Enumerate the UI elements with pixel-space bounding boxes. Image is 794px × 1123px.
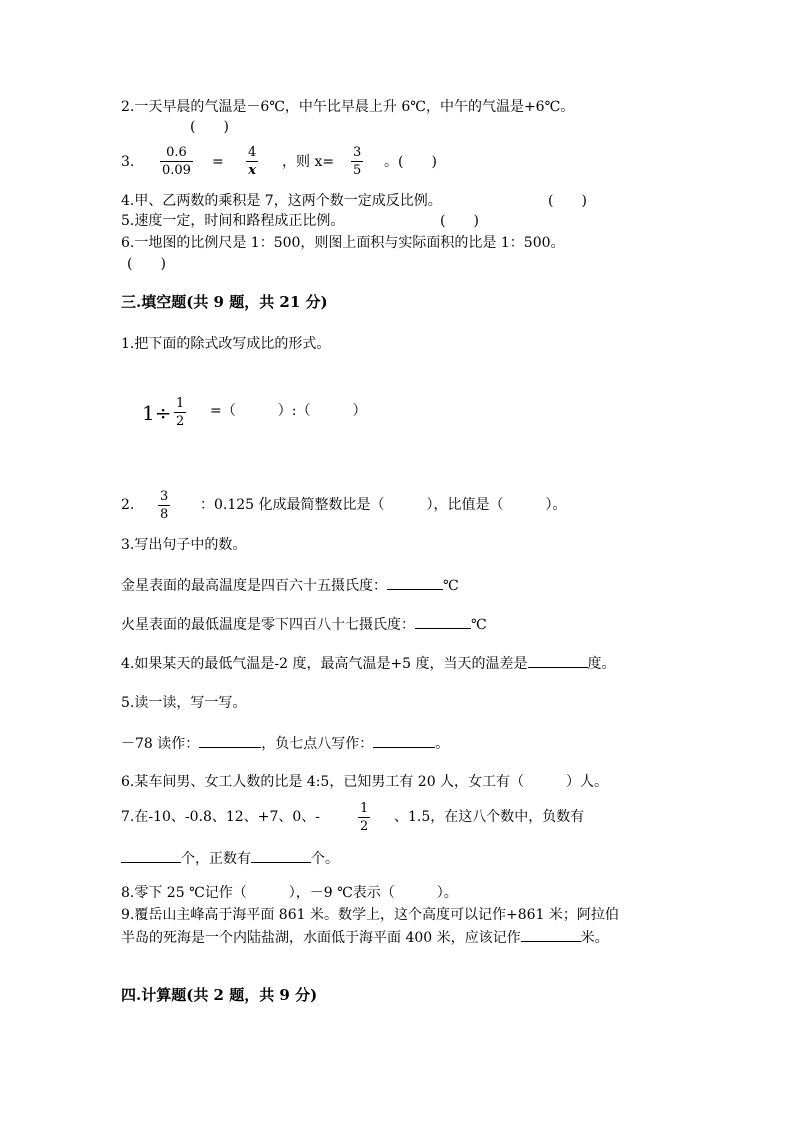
fraction-denominator: 2 [176, 414, 185, 429]
fill-q5-part3: 。 [435, 736, 450, 752]
fill-q3-venus-line [121, 575, 459, 595]
fraction-denominator: 2 [360, 819, 369, 834]
fill-q5-part2: ，负七点八写作： [261, 736, 374, 752]
judge-q4-answer-paren: ( ) [548, 193, 587, 209]
judge-q2-line1: 2.一天早晨的气温是－6℃，中午比早晨上升 6℃，中午的气温是+6℃。 [121, 99, 575, 115]
fraction-numerator: 0.6 [166, 145, 187, 160]
judge-q3-fraction-3 [351, 145, 363, 178]
fill-q1-expr-left: 1÷ [142, 401, 172, 425]
judge-q5-answer-paren: ( ) [440, 213, 479, 229]
fill-q3-venus-unit: ℃ [443, 578, 459, 594]
judge-q3-fraction-2 [246, 145, 258, 178]
fraction-bar [351, 161, 363, 162]
fraction-bar [174, 412, 186, 413]
fill-q1-half-fraction [174, 396, 186, 429]
fill-q3-mars-unit: ℃ [471, 617, 487, 633]
fraction-bar [160, 161, 193, 162]
judge-q3-tail: 。( ) [384, 154, 437, 170]
fill-q3-mars-text: 火星表面的最低温度是零下四百八十七摄氏度： [121, 617, 415, 633]
fill-q7-blank-positive[interactable] [251, 848, 311, 863]
fraction-numerator: 3 [353, 145, 362, 160]
fill-q3-venus-text: 金星表面的最高温度是四百六十五摄氏度： [121, 578, 387, 594]
judge-q2-answer-paren: ( ) [190, 119, 229, 135]
fill-q5-blank-read[interactable] [199, 733, 261, 748]
fill-q7-line2-b: 个。 [311, 851, 339, 867]
judge-q5-text: 5.速度一定，时间和路程成正比例。 [121, 213, 345, 229]
fill-q5-blank-write[interactable] [373, 733, 435, 748]
fill-q9-line1: 9.覆岳山主峰高于海平面 861 米。数学上，这个高度可以记作+861 米；阿拉伯 [121, 907, 619, 923]
fraction-denominator: 5 [353, 163, 362, 178]
fill-q3-venus-blank[interactable] [387, 575, 443, 590]
fill-q7-line2 [121, 848, 339, 868]
fill-q3-text: 3.写出句子中的数。 [121, 537, 247, 553]
fill-q5-part1: －78 读作： [121, 736, 200, 752]
fill-q4-text: 4.如果某天的最低气温是-2 度，最高气温是+5 度，当天的温差是 [121, 656, 528, 672]
fill-q9-tail: 米。 [580, 930, 609, 946]
fill-q4-blank[interactable] [528, 653, 588, 668]
fraction-numerator: 1 [176, 396, 185, 411]
fraction-bar [358, 817, 370, 818]
fill-q7-fraction [358, 801, 370, 834]
fraction-numerator: 3 [160, 489, 169, 504]
fraction-denominator: 0.09 [162, 163, 191, 178]
fill-q7-line2-a: 个，正数有 [181, 851, 251, 867]
fill-q7-tail: 、1.5，在这八个数中，负数有 [394, 809, 585, 825]
fill-q5-line [121, 733, 449, 753]
fill-q1-expr-right: =（ ）:（ ） [210, 403, 367, 419]
fill-q7-text: 7.在-10、-0.8、12、+7、0、- [121, 809, 320, 825]
fill-q2-text: ：0.125 化成最简整数比是（ ），比值是（ ）。 [200, 497, 567, 513]
judge-q3-then: ，则 x= [282, 154, 335, 170]
judge-q6-line1: 6.一地图的比例尺是 1：500，则图上面积与实际面积的比是 1：500。 [121, 235, 565, 251]
fill-q3-mars-blank[interactable] [415, 614, 471, 629]
fill-q7-blank-negative[interactable] [121, 848, 181, 863]
fill-q1-text: 1.把下面的除式改写成比的形式。 [121, 336, 331, 352]
judge-q6-answer-paren: ( ) [127, 256, 166, 272]
fraction-bar [246, 161, 258, 162]
fill-q9-blank[interactable] [521, 927, 581, 942]
fill-q6-text: 6.某车间男、女工人数的比是 4:5，已知男工有 20 人，女工有（ ）人。 [121, 774, 609, 790]
fill-q9-line2 [121, 927, 609, 947]
fraction-bar [158, 505, 170, 506]
fraction-denominator: 8 [160, 507, 169, 522]
fill-q9-line2-text: 半岛的死海是一个内陆盐湖，水面低于海平面 400 米，应该记作 [121, 930, 521, 946]
fraction-numerator: 1 [360, 801, 369, 816]
fill-q8-text: 8.零下 25 ℃记作（ ），－9 ℃表示（ ）。 [121, 885, 458, 901]
fill-section-heading: 三.填空题(共 9 题，共 21 分) [121, 293, 328, 311]
fraction-denominator: x [248, 163, 257, 178]
fill-q2-label: 2. [121, 497, 135, 513]
fill-q3-mars-line [121, 614, 487, 634]
judge-q3-fraction-1 [160, 145, 193, 178]
fill-q2-fraction [158, 489, 170, 522]
fraction-numerator: 4 [248, 145, 257, 160]
fill-q4-line [121, 653, 616, 673]
fill-q4-tail: 度。 [587, 656, 616, 672]
judge-q3-label: 3. [121, 154, 135, 170]
judge-q4-text: 4.甲、乙两数的乘积是 7，这两个数一定成反比例。 [121, 193, 442, 209]
judge-q3-equals: = [212, 154, 224, 170]
fill-q5-text: 5.读一读，写一写。 [121, 695, 247, 711]
calc-section-heading: 四.计算题(共 2 题，共 9 分) [121, 986, 318, 1004]
